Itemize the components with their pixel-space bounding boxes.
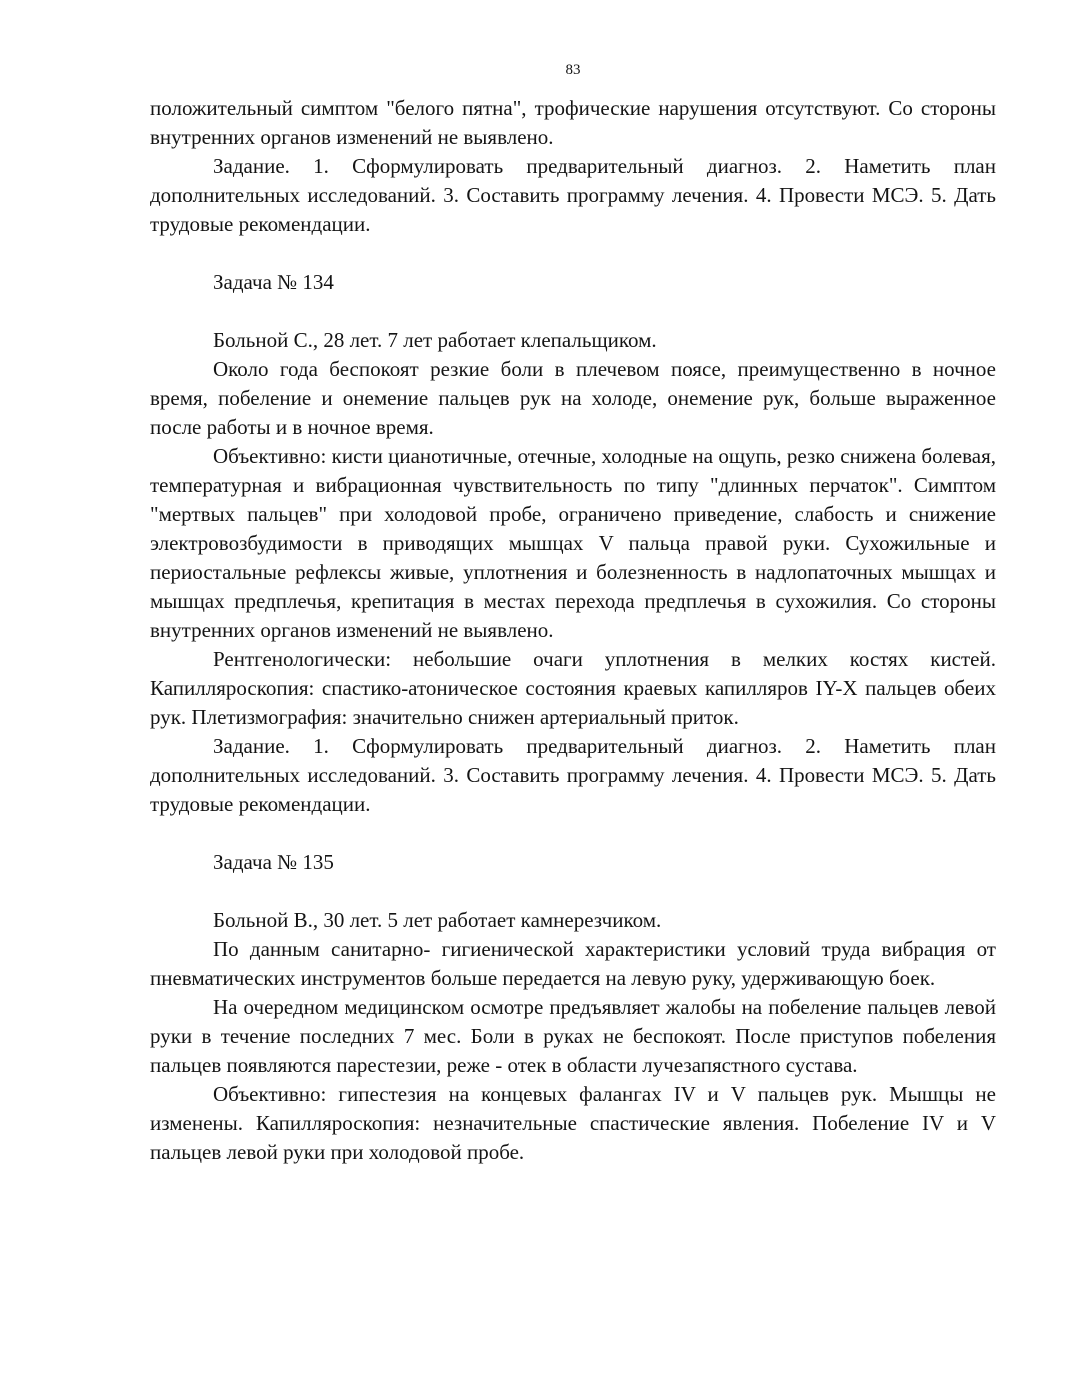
problem-134-xray: Рентгенологически: небольшие очаги уплотнения в мелких костях кистей. Капилляроскопия: спастико-атоническое состояния краевых капилляров IY-X пальцев обеих рук. Плетизмография: значительно снижен артериальный приток. <box>150 647 996 729</box>
problem-135-complaints: На очередном медицинском осмотре предъявляет жалобы на побеление пальцев левой руки в течение последних 7 мес. Боли в руках не беспокоят. После приступов побеления пальцев появляются парестезии, реже - отек в области лучезапястного сустава. <box>150 995 996 1077</box>
continuation-paragraph: положительный симптом "белого пятна", трофические нарушения отсутствуют. Со стороны внутренних органов изменений не выявлено. <box>150 96 996 149</box>
problem-135-title: Задача № 135 <box>213 850 334 874</box>
problem-134-task: Задание. 1. Сформулировать предварительный диагноз. 2. Наметить план дополнительных исследований. 3. Составить программу лечения. 4. Провести МСЭ. 5. Дать трудовые рекомендации. <box>150 734 996 816</box>
problem-134-complaints: Около года беспокоят резкие боли в плечевом поясе, преимущественно в ночное время, побеление и онемение пальцев рук на холоде, онемение рук, больше выраженное после работы и в ночное время. <box>150 357 996 439</box>
document-page <box>150 60 996 1167</box>
spacer <box>150 877 996 906</box>
page-number: 83 <box>565 62 581 78</box>
problem-135-objective: Объективно: гипестезия на концевых фалангах IV и V пальцев рук. Мышцы не изменены. Капилляроскопия: незначительные спастические явления. Побеление IV и V пальцев левой руки при холодовой пробе. <box>150 1082 996 1164</box>
spacer <box>150 819 996 848</box>
problem-134-title: Задача № 134 <box>213 270 334 294</box>
problem-134-objective: Объективно: кисти цианотичные, отечные, холодные на ощупь, резко снижена болевая, температурная и вибрационная чувствительность по типу "длинных перчаток". Симптом "мертвых пальцев" при холодовой пробе, ограничено приведение, слабость и снижение электровозбудимости в приводящих мышцах V пальца правой руки. Сухожильные и периостальные рефлексы живые, уплотнения и болезненность в надлопаточных мышцах и мышцах предплечья, крепитация в местах перехода предплечья в сухожилия. Со стороны внутренних органов изменений не выявлено. <box>150 444 996 642</box>
problem-134-intro: Больной С., 28 лет. 7 лет работает клепальщиком. <box>213 328 657 352</box>
task-paragraph: Задание. 1. Сформулировать предварительный диагноз. 2. Наметить план дополнительных исследований. 3. Составить программу лечения. 4. Провести МСЭ. 5. Дать трудовые рекомендации. <box>150 154 996 236</box>
spacer <box>150 239 996 268</box>
problem-135-hygiene: По данным санитарно- гигиенической характеристики условий труда вибрация от пневматических инструментов больше передается на левую руку, удерживающую боек. <box>150 937 996 990</box>
problem-135-intro: Больной В., 30 лет. 5 лет работает камнерезчиком. <box>213 908 662 932</box>
spacer <box>150 297 996 326</box>
